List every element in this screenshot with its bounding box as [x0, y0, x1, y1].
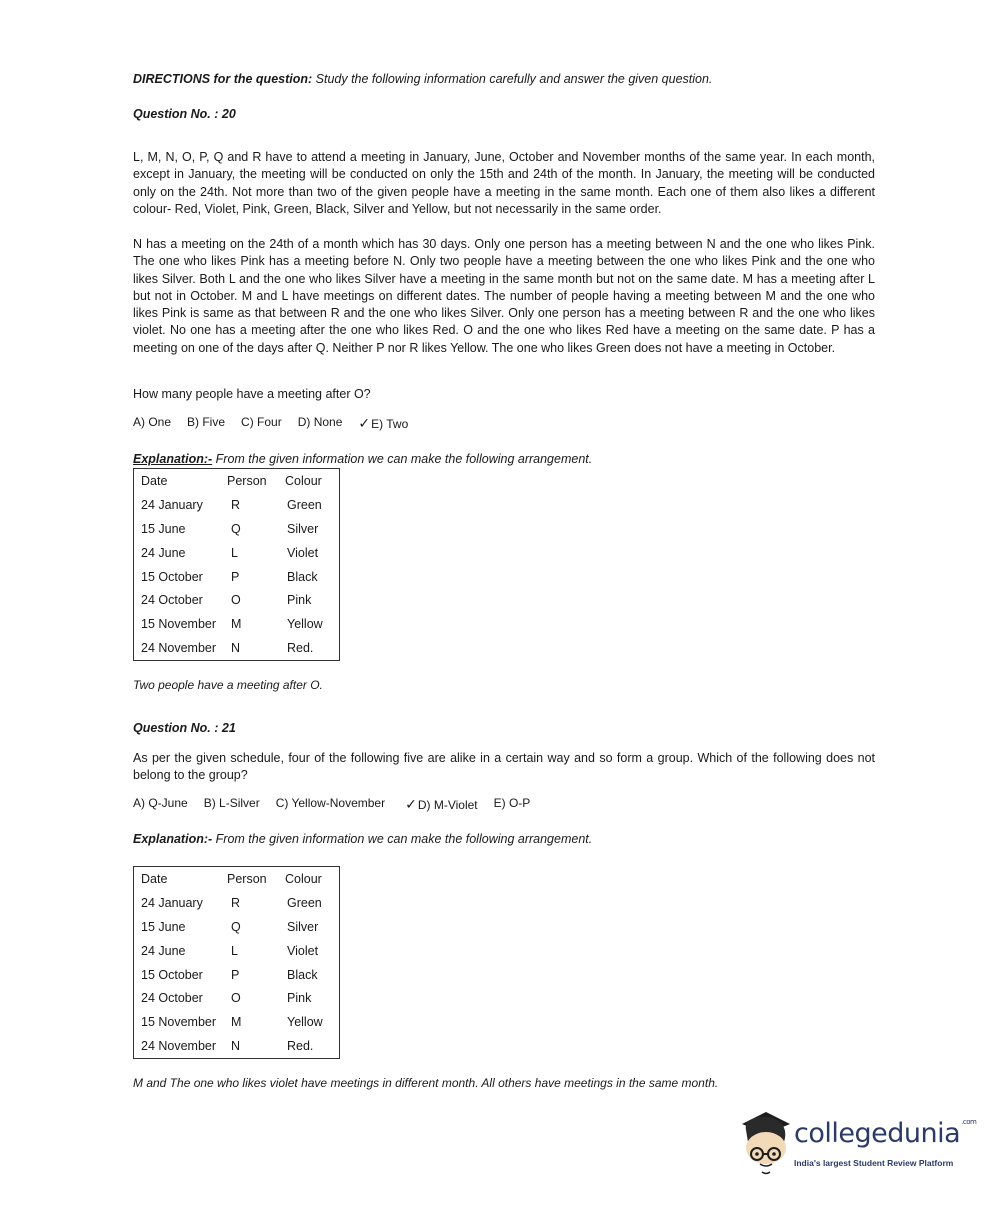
cell-person: N [231, 641, 241, 656]
check-mark-icon: ✓ [358, 415, 371, 431]
logo-wordmark [794, 1118, 976, 1149]
cell-person: M [231, 617, 242, 632]
cell-person: R [231, 497, 241, 512]
q21-option-c: C) Yellow-November [275, 796, 386, 810]
table-row [134, 541, 340, 565]
cell-date: 24 October [141, 593, 203, 608]
cell-date: 15 October [141, 569, 203, 584]
q20-option-a: A) One [133, 415, 172, 429]
cell-person: P [231, 569, 240, 584]
header-colour: Colour [285, 473, 322, 488]
table-row [134, 493, 340, 517]
cell-colour: Pink [287, 991, 312, 1006]
directions-text: Study the following information carefully and answer the given question. [312, 72, 713, 86]
header-person: Person [227, 473, 267, 488]
q20-option-d: D) None [297, 415, 343, 429]
q20-explanation [133, 452, 592, 466]
cell-date: 15 June [141, 521, 186, 536]
cell-colour: Red. [287, 641, 314, 656]
q20-heading: Question No. : 20 [133, 107, 236, 121]
table-header-row [134, 867, 340, 891]
cell-date: 15 November [141, 617, 217, 632]
cell-person: Q [231, 919, 241, 934]
cell-colour: Black [287, 569, 318, 584]
table-row [134, 565, 340, 589]
cell-person: P [231, 967, 240, 982]
cell-date: 15 November [141, 1015, 217, 1030]
table-row [134, 915, 340, 939]
cell-colour: Green [287, 497, 322, 512]
cell-colour: Pink [287, 593, 312, 608]
q21-arrangement-table [133, 866, 340, 1059]
q20-option-e-label: E) Two [371, 417, 409, 431]
header-date: Date [141, 473, 168, 488]
q21-option-b: B) L-Silver [203, 796, 260, 810]
cell-colour: Violet [287, 943, 319, 958]
cell-colour: Yellow [287, 1015, 323, 1030]
q21-explanation-label: Explanation:- [133, 832, 213, 846]
header-person: Person [227, 871, 267, 886]
cell-colour: Silver [287, 521, 319, 536]
cell-colour: Green [287, 895, 322, 910]
q21-options [133, 796, 530, 813]
q20-explanation-text: From the given information we can make the following arrangement. [212, 452, 593, 466]
cell-date: 24 October [141, 991, 203, 1006]
table-row [134, 517, 340, 541]
q21-option-d-correct [405, 796, 478, 813]
table-row [134, 636, 340, 660]
table-row [134, 1034, 340, 1058]
table-row [134, 891, 340, 915]
logo-name: collegedunia [794, 1118, 961, 1149]
cell-colour: Red. [287, 1039, 314, 1054]
q21-paragraph: As per the given schedule, four of the following five are alike in a certain way and so form a group. Which of the following does not belong to the group? [133, 751, 875, 783]
cell-person: O [231, 593, 241, 608]
logo-tagline: India's largest Student Review Platform [794, 1158, 954, 1168]
table-row [134, 986, 340, 1010]
table-row [134, 588, 340, 612]
q21-explanation-text: From the given information we can make the following arrangement. [212, 832, 593, 846]
cell-date: 24 November [141, 641, 217, 656]
cell-person: L [231, 943, 238, 958]
q20-explanation-label: Explanation:- [133, 452, 213, 466]
cell-date: 24 June [141, 943, 186, 958]
cell-person: M [231, 1015, 242, 1030]
q20-option-e-correct [358, 415, 408, 432]
header-date: Date [141, 871, 168, 886]
cell-date: 24 November [141, 1039, 217, 1054]
collegedunia-logo [736, 1108, 977, 1180]
check-mark-icon: ✓ [405, 796, 417, 812]
q21-option-d-label: D) M-Violet [417, 798, 478, 812]
cell-date: 15 June [141, 919, 186, 934]
cell-date: 24 June [141, 545, 186, 560]
mascot-icon [736, 1108, 794, 1178]
table-row [134, 1010, 340, 1034]
q20-option-b: B) Five [187, 415, 226, 429]
cell-date: 24 January [141, 497, 203, 512]
q21-option-a: A) Q-June [133, 796, 188, 810]
q20-paragraph-1: L, M, N, O, P, Q and R have to attend a meeting in January, June, October and November months of the same year. In each month, except in January, the meeting will be conducted on only the 15th and 24th of the month. In January, the meeting will be conducted only on the 24th. Not more than two of the given people have a meeting in the same month. Each one of them also likes a different colour- Red, Violet, Pink, Green, Black, Silver and Yellow, but not necessarily in the same order. [133, 150, 875, 216]
q20-option-c: C) Four [241, 415, 282, 429]
q21-conclusion: M and The one who likes violet have meetings in different month. All others have meetings in the same month. [133, 1076, 719, 1090]
q21-heading: Question No. : 21 [133, 721, 236, 735]
q20-question: How many people have a meeting after O? [133, 387, 371, 401]
q20-paragraph-2: N has a meeting on the 24th of a month which has 30 days. Only one person has a meeting between N and the one who likes Pink. The one who likes Pink has a meeting before N. Only two people have a meeting between the one who likes Pink and the one who likes Silver. Both L and the one who likes Silver have a meeting in the same month but not on the same date. M has a meeting after L but not in October. M and L have meetings on different dates. The number of people having a meeting between M and the one who likes Pink is same as that between R and the one who likes Silver. Only one person has a meeting between R and the one who likes violet. No one has a meeting after the one who likes Red. O and the one who likes Red have a meeting on the same date. P has a meeting on one of the days after Q. Neither P nor R likes Yellow. The one who likes Green does not have a meeting in October. [133, 237, 875, 355]
header-colour: Colour [285, 871, 322, 886]
cell-colour: Black [287, 967, 318, 982]
q20-options [133, 415, 408, 432]
directions [133, 72, 712, 86]
cell-date: 24 January [141, 895, 203, 910]
cell-colour: Silver [287, 919, 319, 934]
table-header-row [134, 469, 340, 493]
cell-person: L [231, 545, 238, 560]
q20-conclusion: Two people have a meeting after O. [133, 678, 323, 692]
q21-option-e: E) O-P [493, 796, 531, 810]
cell-date: 15 October [141, 967, 203, 982]
cell-colour: Yellow [287, 617, 323, 632]
directions-label: DIRECTIONS for the question: [133, 72, 313, 86]
cell-person: O [231, 991, 241, 1006]
cell-person: R [231, 895, 241, 910]
q21-explanation [133, 832, 592, 846]
cell-person: N [231, 1039, 241, 1054]
table-row [134, 963, 340, 987]
table-row [134, 612, 340, 636]
table-row [134, 939, 340, 963]
q20-arrangement-table [133, 468, 340, 661]
cell-colour: Violet [287, 545, 319, 560]
logo-suffix: .com [961, 1118, 977, 1126]
cell-person: Q [231, 521, 241, 536]
